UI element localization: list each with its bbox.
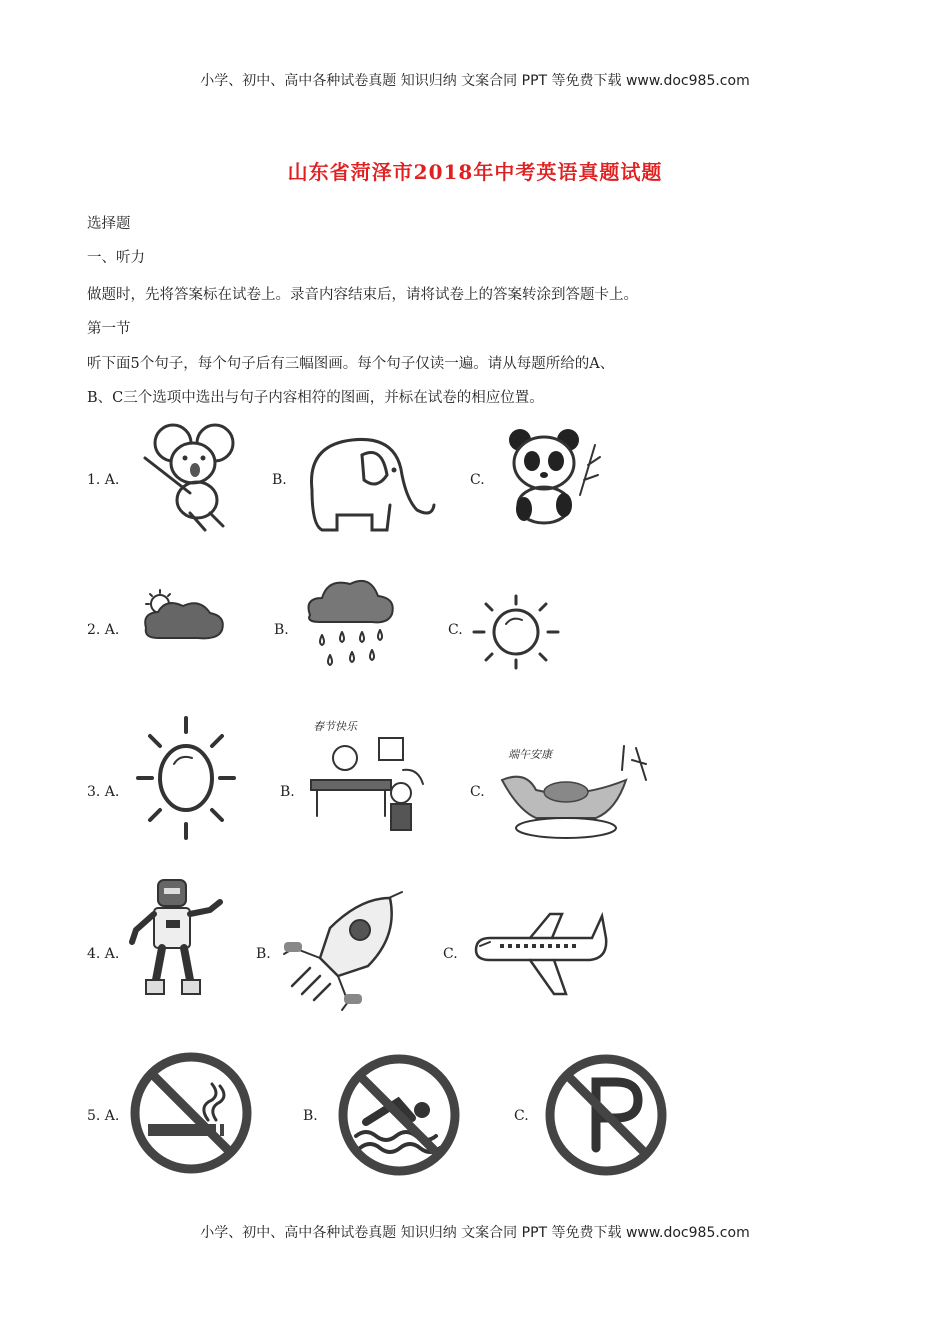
koala-icon: [135, 418, 245, 533]
robot-icon: [128, 876, 224, 1002]
q1-option-c-label: C.: [470, 472, 485, 488]
spring-festival-caption: 春节快乐: [313, 720, 357, 733]
q2-option-b-label: B.: [274, 622, 289, 638]
section-label: 选择题: [87, 216, 131, 232]
spring-festival-icon: [303, 718, 435, 838]
sun-icon: [134, 714, 238, 842]
q5-label: 5. A.: [87, 1108, 120, 1124]
instruction-text: 做题时，先将答案标在试卷上。录音内容结束后，请将试卷上的答案转涂到答题卡上。: [87, 287, 638, 303]
no-swimming-icon: [336, 1052, 462, 1178]
sun-cloud-icon: [138, 588, 228, 643]
elephant-icon: [302, 430, 442, 542]
q3-option-b-label: B.: [280, 784, 295, 800]
q2-label: 2. A.: [87, 622, 120, 638]
q2-option-c-label: C.: [448, 622, 463, 638]
q5-option-c-label: C.: [514, 1108, 529, 1124]
q4-option-c-label: C.: [443, 946, 458, 962]
dragon-boat-icon: [496, 740, 656, 840]
subsection-label: 第一节: [87, 321, 131, 337]
q4-option-b-label: B.: [256, 946, 271, 962]
q5-option-b-label: B.: [303, 1108, 318, 1124]
sun-icon: [468, 594, 564, 670]
q3-option-c-label: C.: [470, 784, 485, 800]
rain-cloud-icon: [302, 570, 397, 670]
page-footer: 小学、初中、高中各种试卷真题 知识归纳 文案合同 PPT 等免费下载 www.doc985.com: [200, 1225, 750, 1241]
part-label: 一、听力: [87, 250, 145, 266]
panda-icon: [500, 425, 605, 525]
page-header: 小学、初中、高中各种试卷真题 知识归纳 文案合同 PPT 等免费下载 www.doc985.com: [200, 73, 750, 89]
directions-line-1: 听下面5个句子，每个句子后有三幅图画。每个句子仅读一遍。请从每题所给的A、: [87, 356, 615, 372]
no-smoking-icon: [128, 1050, 254, 1176]
dragon-boat-caption: 端午安康: [508, 748, 552, 761]
airplane-icon: [470, 910, 608, 998]
rocket-icon: [280, 888, 408, 1012]
q4-label: 4. A.: [87, 946, 120, 962]
no-parking-icon: [542, 1052, 670, 1178]
directions-line-2: B、C三个选项中选出与句子内容相符的图画，并标在试卷的相应位置。: [87, 390, 544, 406]
q3-label: 3. A.: [87, 784, 120, 800]
q1-option-b-label: B.: [272, 472, 287, 488]
q1-label: 1. A.: [87, 472, 120, 488]
page-title: 山东省菏泽市2018年中考英语真题试题: [287, 160, 663, 184]
